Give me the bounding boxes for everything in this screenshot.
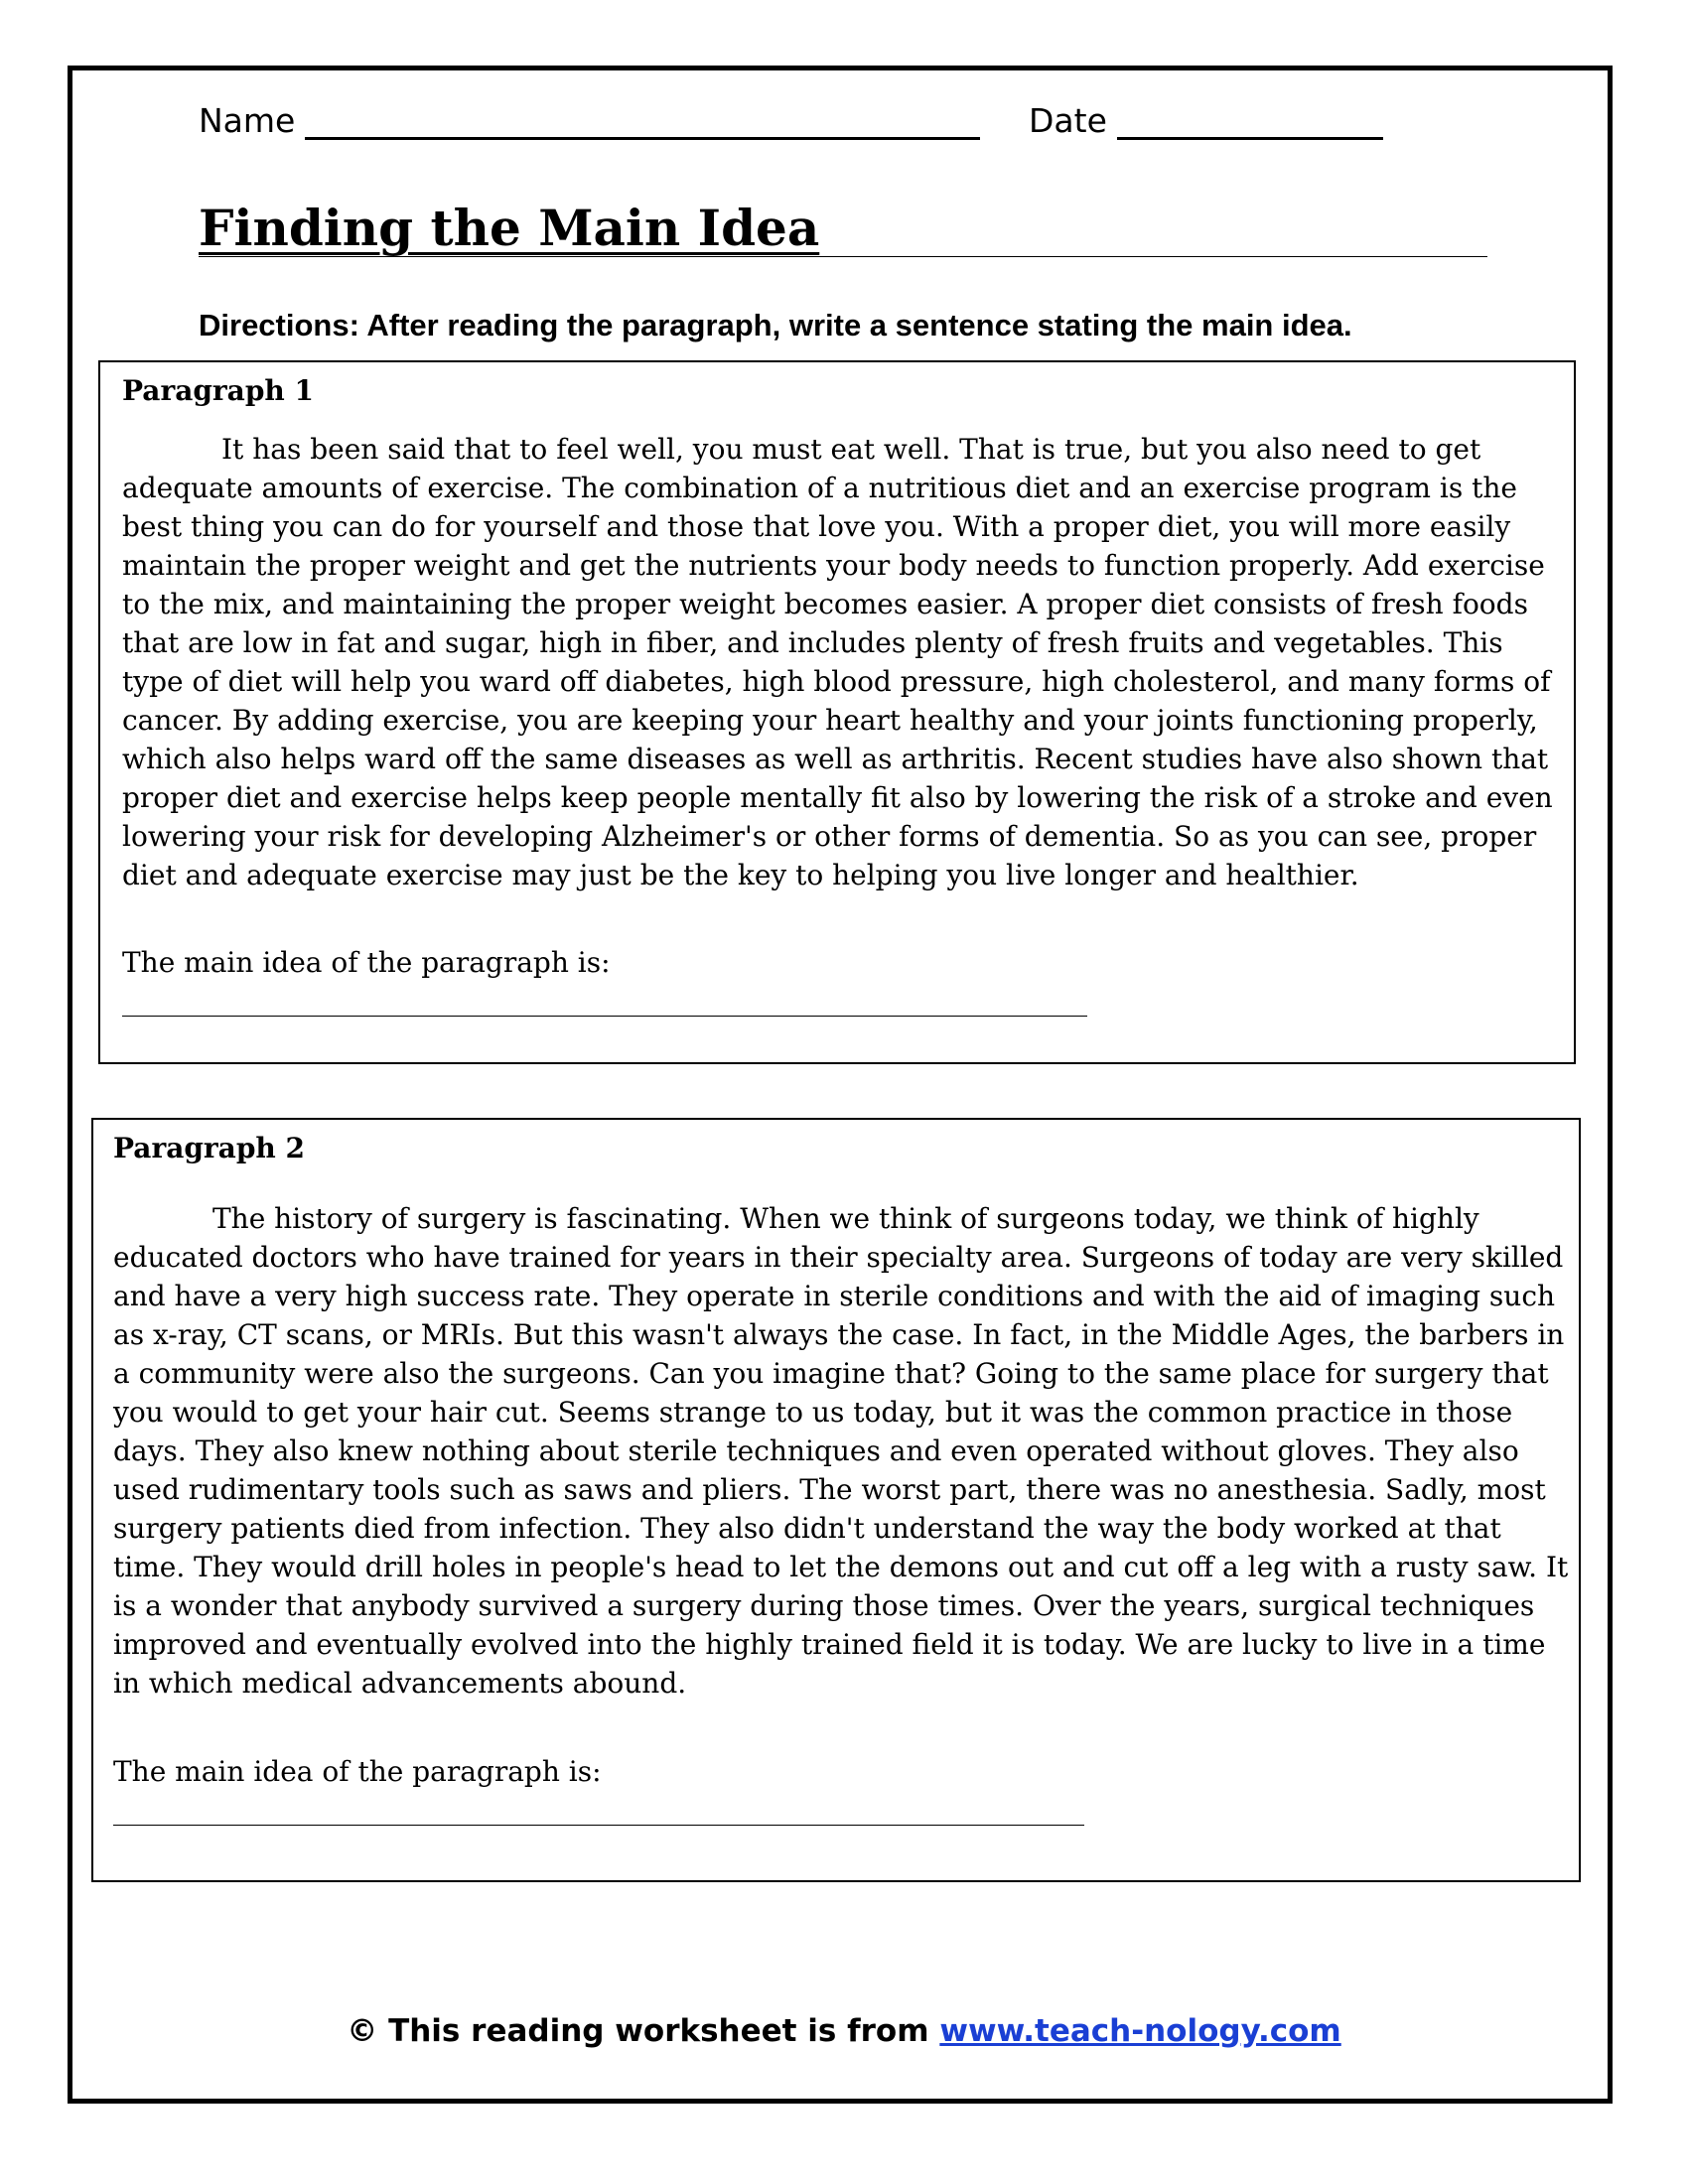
paragraph-2-text-block	[113, 1199, 1573, 1703]
title-underline-rule	[199, 256, 1487, 257]
directions-text: Directions: After reading the paragraph, write a sentence stating the main idea.	[199, 308, 1352, 342]
paragraph-1-heading: Paragraph 1	[122, 374, 314, 407]
footer-prefix: © This reading worksheet is from	[347, 2013, 929, 2049]
footer-website-link[interactable]: www.teach-nology.com	[939, 2013, 1341, 2049]
paragraph-2-answer-line[interactable]	[113, 1825, 1084, 1826]
name-label: Name	[199, 101, 296, 140]
name-blank-line[interactable]	[305, 107, 980, 140]
paragraph-1-text: It has been said that to feel well, you must eat well. That is true, but you also need to get adequate amounts of exercise. The combination of a nutritious diet and an exercise program is the best thing you can do for yourself and those that love you. With a proper diet, you will more easily maintain the proper weight and get the nutrients your body needs to function properly. Add exercise to the mix, and maintaining the proper weight becomes easier. A proper diet consists of fresh foods that are low in fat and sugar, high in fiber, and includes plenty of fresh fruits and vegetables. This type of diet will help you ward off diabetes, high blood pressure, high cholesterol, and many forms of cancer. By adding exercise, you are keeping your heart healthy and your joints functioning properly, which also helps ward off the same diseases as well as arthritis. Recent studies have also shown that proper diet and exercise helps keep people mentally fit also by lowering the risk of a stroke and even lowering your risk for developing Alzheimer's or other forms of dementia. So as you can see, proper diet and adequate exercise may just be the key to helping you live longer and healthier.	[122, 433, 1553, 891]
paragraph-1-box	[98, 360, 1576, 1064]
paragraph-2-main-idea-prompt: The main idea of the paragraph is:	[113, 1755, 602, 1788]
paragraph-2-text: The history of surgery is fascinating. When we think of surgeons today, we think of highly educated doctors who have trained for years in their specialty area. Surgeons of today are very skilled and have a very high success rate. They operate in sterile conditions and with the aid of imaging such as x-ray, CT scans, or MRIs. But this wasn't always the case. In fact, in the Middle Ages, the barbers in a community were also the surgeons. Can you imagine that? Going to the same place for surgery that you would to get your hair cut. Seems strange to us today, but it was the common practice in those days. They also knew nothing about sterile techniques and even operated without gloves. They also used rudimentary tools such as saws and pliers. The worst part, there was no anesthesia. Sadly, most surgery patients died from infection. They also didn't understand the way the body worked at that time. They would drill holes in people's head to let the demons out and cut off a leg with a rusty saw. It is a wonder that anybody survived a surgery during those times. Over the years, surgical techniques improved and eventually evolved into the highly trained field it is today. We are lucky to live in a time in which medical advancements abound.	[113, 1202, 1569, 1700]
paragraph-2-box	[91, 1118, 1581, 1882]
paragraph-1-main-idea-prompt: The main idea of the paragraph is:	[122, 946, 611, 979]
date-label: Date	[1029, 101, 1107, 140]
footer-credit	[0, 2013, 1688, 2049]
page-title: Finding the Main Idea	[199, 199, 820, 257]
date-blank-line[interactable]	[1117, 107, 1383, 140]
date-field	[1029, 101, 1383, 140]
paragraph-2-heading: Paragraph 2	[113, 1132, 305, 1164]
name-field	[199, 101, 980, 140]
paragraph-1-text-block	[122, 430, 1572, 894]
paragraph-1-answer-line[interactable]	[122, 1016, 1087, 1017]
